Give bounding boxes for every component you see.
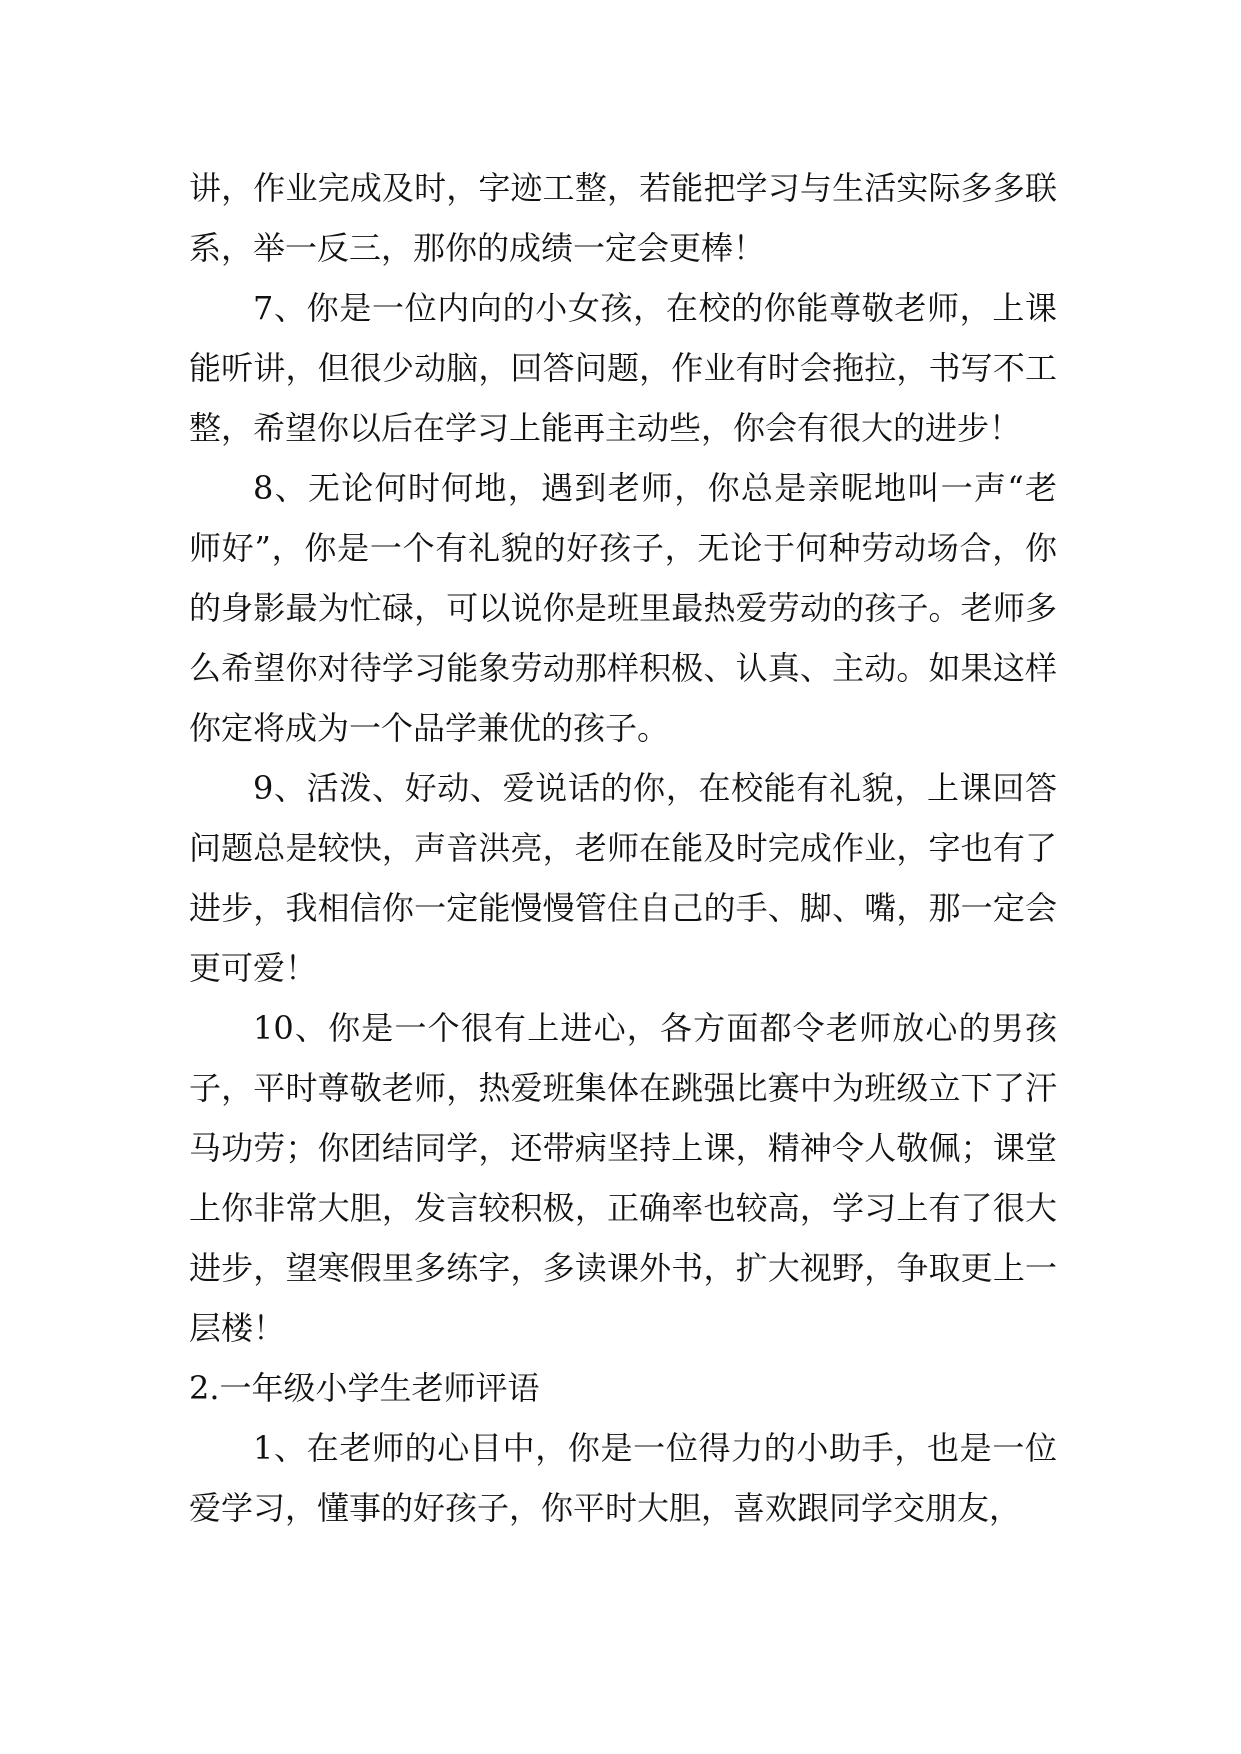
document-body	[189, 158, 1057, 1538]
paragraph-comment-10: 10、你是一个很有上进心，各方面都令老师放心的男孩子，平时尊敬老师，热爱班集体在跳强比赛中为班级立下了汗马功劳；你团结同学，还带病坚持上课，精神令人敬佩；课堂上你非常大胆，发言较积极，正确率也较高，学习上有了很大进步，望寒假里多练字，多读课外书，扩大视野，争取更上一层楼！	[189, 1009, 1057, 1347]
section-heading: 2.一年级小学生老师评语	[189, 1369, 540, 1407]
paragraph-continuation: 讲，作业完成及时，字迹工整，若能把学习与生活实际多多联系，举一反三，那你的成绩一定会更棒！	[189, 169, 1057, 267]
paragraph-comment-8: 8、无论何时何地，遇到老师，你总是亲昵地叫一声“老师好”，你是一个有礼貌的好孩子，无论于何种劳动场合，你的身影最为忙碌，可以说你是班里最热爱劳动的孩子。老师多么希望你对待学习能象劳动那样积极、认真、主动。如果这样你定将成为一个品学兼优的孩子。	[189, 469, 1057, 747]
paragraph-comment-9: 9、活泼、好动、爱说话的你，在校能有礼貌，上课回答问题总是较快，声音洪亮，老师在能及时完成作业，字也有了进步，我相信你一定能慢慢管住自己的手、脚、嘴，那一定会更可爱！	[189, 769, 1057, 987]
paragraph-comment-7: 7、你是一位内向的小女孩，在校的你能尊敬老师，上课能听讲，但很少动脑，回答问题，作业有时会拖拉，书写不工整，希望你以后在学习上能再主动些，你会有很大的进步！	[189, 289, 1057, 447]
paragraph-comment-2-1: 1、在老师的心目中，你是一位得力的小助手，也是一位爱学习，懂事的好孩子，你平时大胆，喜欢跟同学交朋友，	[189, 1429, 1057, 1527]
